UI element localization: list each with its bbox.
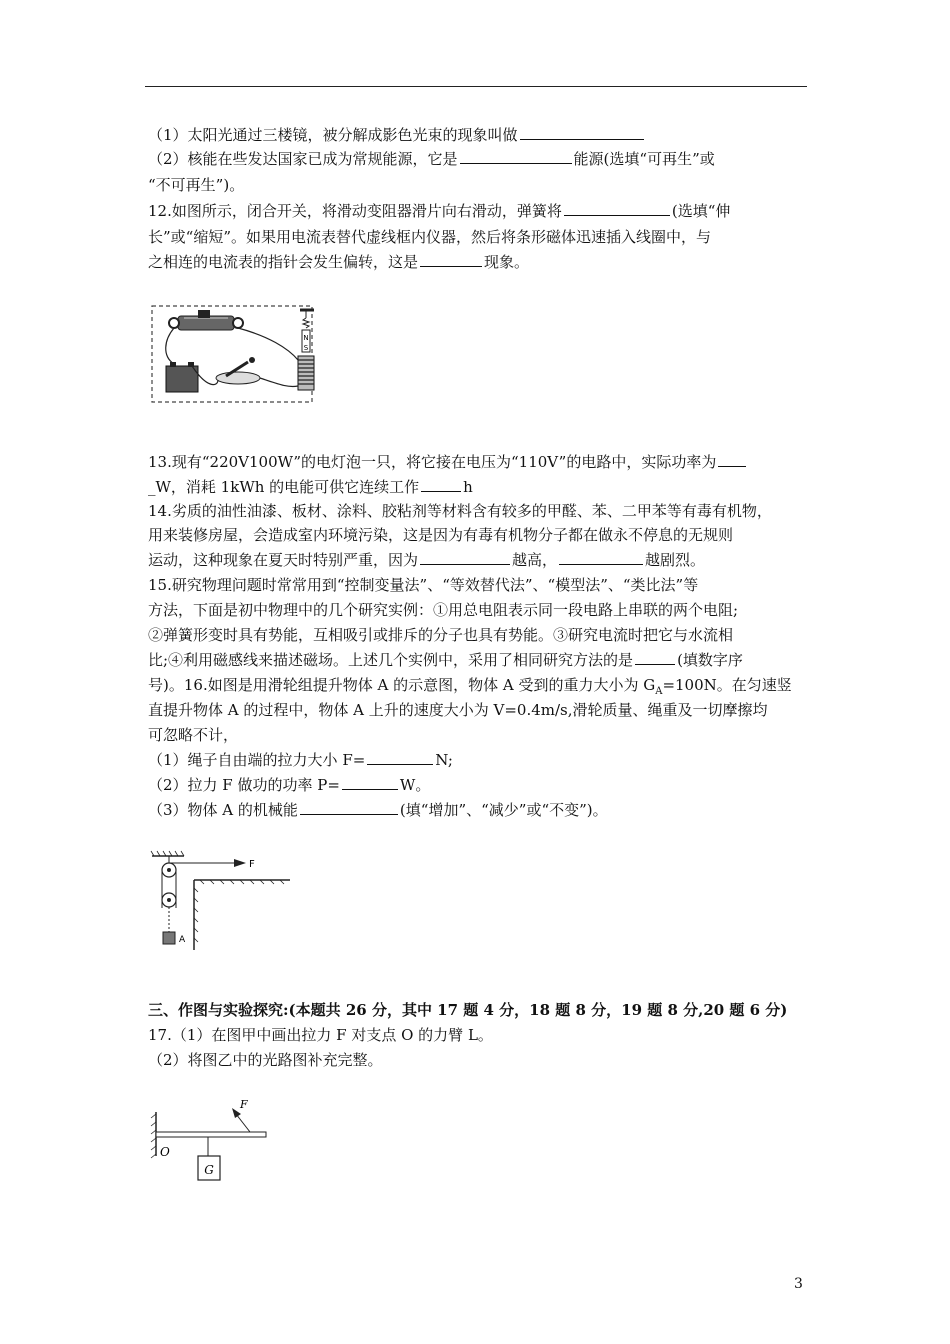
q12-line2: 长”或“缩短”。如果用电流表替代虚线框内仪器，然后将条形磁体迅速插入线圈中，与 <box>148 228 712 246</box>
answer-blank[interactable] <box>367 749 433 765</box>
q14-line2: 用来装修房屋，会造成室内环境污染，这是因为有毒有机物分子都在做永不停息的无规则 <box>148 526 734 544</box>
q17-line1: 17.（1）在图甲中画出拉力 F 对支点 O 的力臂 L。 <box>148 1026 493 1044</box>
header-rule <box>145 86 807 87</box>
page-number: 3 <box>794 1276 803 1292</box>
block-a <box>163 932 175 944</box>
battery <box>166 362 198 392</box>
answer-blank[interactable] <box>300 799 398 815</box>
answer-blank[interactable] <box>635 649 675 665</box>
lever-figure <box>150 1094 270 1186</box>
answer-blank[interactable] <box>564 200 670 216</box>
answer-blank[interactable] <box>520 124 644 140</box>
q11-line3: “不可再生”)。 <box>148 176 245 194</box>
weight-g-label: G <box>204 1163 214 1177</box>
q16-line2: 直提升物体 A 的过程中，物体 A 上升的速度大小为 V=0.4m/s,滑轮质量、绳重及一切摩擦均 <box>148 701 768 719</box>
answer-blank[interactable] <box>420 251 482 267</box>
q16-line3: 可忽略不计， <box>148 726 239 744</box>
answer-blank[interactable] <box>342 774 398 790</box>
force-f-label: F <box>240 1098 248 1111</box>
pivot-label: O <box>160 1145 170 1159</box>
block-a-label: A <box>179 935 186 945</box>
answer-blank[interactable] <box>460 148 572 164</box>
q14-line1: 14.劣质的油性油漆、板材、涂料、胶粘剂等材料含有较多的甲醛、苯、二甲苯等有毒有机物， <box>148 502 772 520</box>
pulley-figure <box>150 848 292 952</box>
q11-line1: （1）太阳光通过三楼镜，被分解成影色光束的现象叫做 <box>148 124 646 146</box>
q13-line1: 13.现有“220V100W”的电灯泡一只，将它接在电压为“110V”的电路中，实际功率为 <box>148 451 748 473</box>
q14-line3: 运动，这种现象在夏天时特别严重，因为 越高， 越剧烈。 <box>148 551 706 569</box>
magnet-label-s: S <box>303 344 309 352</box>
circuit-figure <box>148 300 324 406</box>
q11-line2: （2）核能在些发达国家已成为常规能源，它是 能源(选填“可再生”或 <box>148 150 715 168</box>
q15-line1: 15.研究物理问题时常常用到“控制变量法”、“等效替代法”、“模型法”、“类比法”等 <box>148 576 699 594</box>
q16-line1: 号)。16.如图是用滑轮组提升物体 A 的示意图，物体 A 受到的重力大小为 $G_A=100N$。在匀速竖 <box>148 676 792 697</box>
q16-sub1: （1）绳子自由端的拉力大小 F= N; <box>148 751 453 769</box>
q12-line3: 之相连的电流表的指针会发生偏转，这是 现象。 <box>148 253 530 271</box>
force-label: F <box>249 859 255 870</box>
section3-heading: 三、作图与实验探究:(本题共 26 分，其中 17 题 4 分，18 题 8 分，19 题 8 分,20 题 6 分) <box>148 1001 788 1019</box>
q15-line3: ②弹簧形变时具有势能，互相吸引或排斥的分子也具有势能。③研究电流时把它与水流相 <box>148 626 734 644</box>
magnet-label-n: N <box>303 334 309 342</box>
lever-bar <box>156 1132 266 1137</box>
answer-blank[interactable] <box>421 476 461 492</box>
switch <box>216 357 260 384</box>
q16-sub3: （3）物体 A 的机械能 (填“增加”、“减少”或“不变”)。 <box>148 801 608 819</box>
q15-line2: 方法，下面是初中物理中的几个研究实例：①用总电阻表示同一段电路上串联的两个电阻; <box>148 601 739 619</box>
q12-line1: 12.如图所示，闭合开关，将滑动变阻器滑片向右滑动，弹簧将 (选填“伸 <box>148 202 731 220</box>
answer-blank[interactable] <box>420 549 510 565</box>
q13-line2: _W，消耗 1kWh 的电能可供它连续工作 h <box>148 478 473 496</box>
answer-blank[interactable] <box>718 451 746 467</box>
force-arrow <box>234 859 246 867</box>
q16-sub2: （2）拉力 F 做功的功率 P= W。 <box>148 776 431 794</box>
rheostat <box>169 310 243 330</box>
answer-blank[interactable] <box>559 549 643 565</box>
q15-line4: 比;④利用磁感线来描述磁场。上述几个实例中，采用了相同研究方法的是 (填数字序 <box>148 651 743 669</box>
q17-line2: （2）将图乙中的光路图补充完整。 <box>148 1051 383 1069</box>
